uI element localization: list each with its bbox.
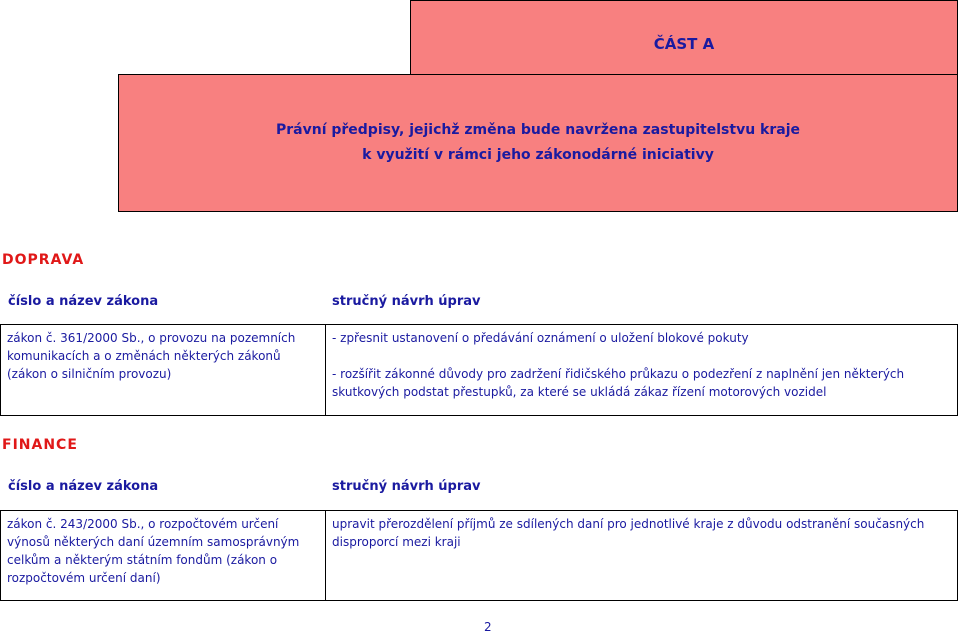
- intro-line-1: Právní předpisy, jejichž změna bude navržena zastupitelstvu kraje: [275, 122, 800, 138]
- page-number: 2: [484, 620, 492, 634]
- law-cell-doprava: [0, 324, 326, 416]
- law-text: zákon č. 243/2000 Sb., o rozpočtovém určení výnosů některých daní územním samosprávným celkům a některým státním fondům (zákon o rozpočtovém určení daní): [7, 517, 300, 585]
- part-title-text: ČÁST A: [653, 35, 715, 53]
- law-cell-finance: [0, 510, 326, 601]
- column-header-law: číslo a název zákona: [8, 294, 159, 309]
- changes-cell-finance: [325, 510, 958, 601]
- column-header-changes: stručný návrh úprav: [332, 479, 481, 494]
- column-header-law: číslo a název zákona: [8, 479, 159, 494]
- column-header-changes: stručný návrh úprav: [332, 294, 481, 309]
- section-title-finance: FINANCE: [2, 437, 78, 453]
- section-title-doprava: DOPRAVA: [2, 252, 85, 268]
- intro-banner: [118, 74, 958, 212]
- change-item: upravit přerozdělení příjmů ze sdílených daní pro jednotlivé kraje z důvodu odstranění současných disproporcí mezi kraji: [332, 517, 925, 549]
- intro-line-2: k využití v rámci jeho zákonodárné iniciativy: [362, 147, 714, 163]
- changes-cell-doprava: [325, 324, 958, 416]
- change-item: - rozšířit zákonné důvody pro zadržení řidičského průkazu o podezření z naplnění jen některých skutkových podstat přestupků, za které se ukládá zákaz řízení motorových vozidel: [332, 367, 905, 399]
- change-item: - zpřesnit ustanovení o předávání oznámení o uložení blokové pokuty: [332, 331, 749, 345]
- law-text: zákon č. 361/2000 Sb., o provozu na pozemních komunikacích a o změnách některých zákonů (zákon o silničním provozu): [7, 331, 296, 381]
